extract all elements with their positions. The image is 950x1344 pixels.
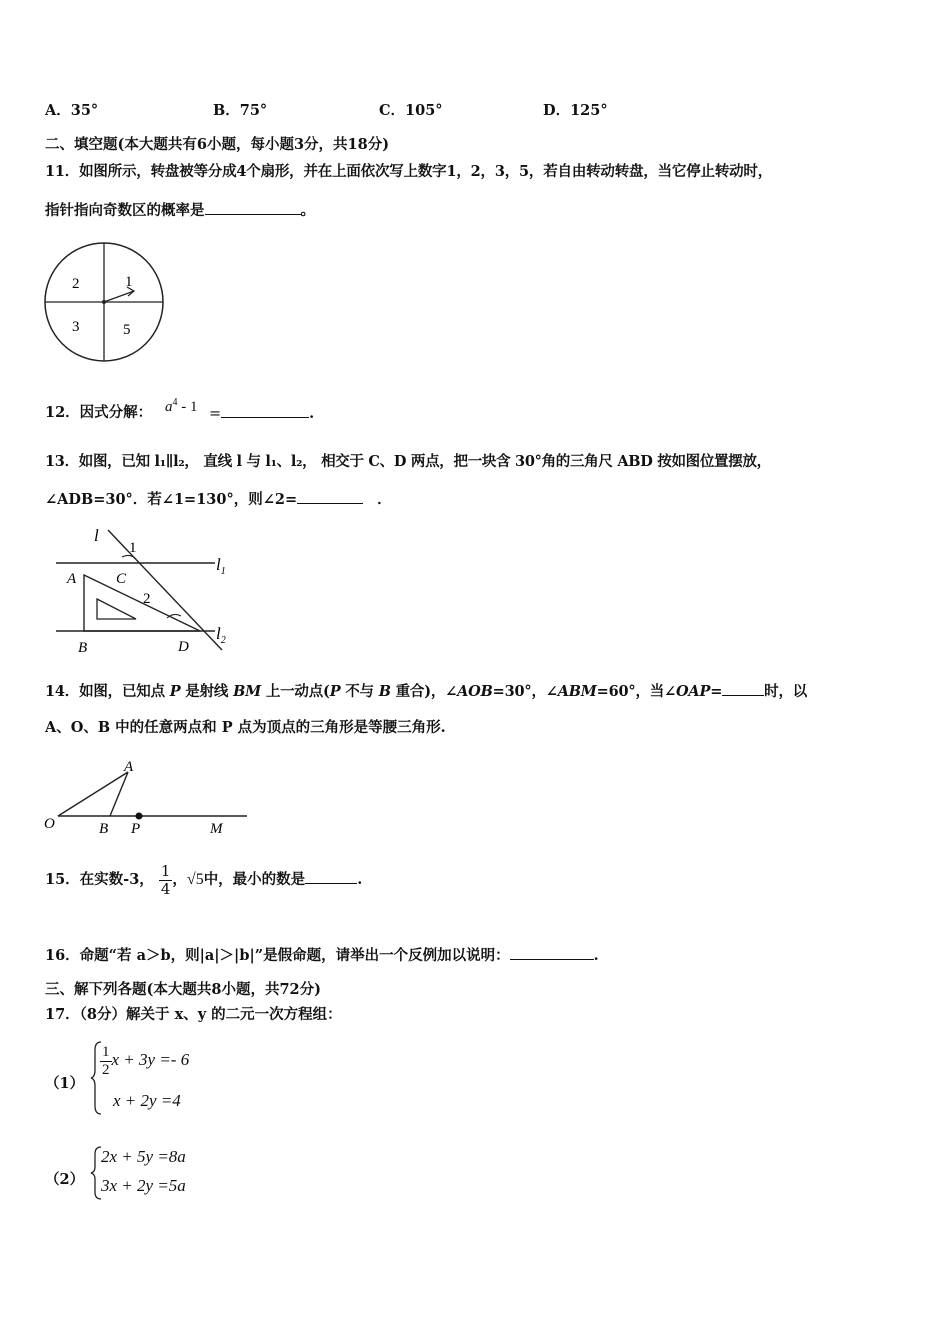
q12-end: .: [309, 405, 315, 422]
system1-equation-1: $\frac{1}{2}$ x + 3y =- 6: [102, 1043, 190, 1078]
system1-equation-2: x + 2y =4: [113, 1091, 181, 1110]
q12-rest: - 1: [177, 399, 198, 415]
q16-text: [45, 945, 599, 966]
q16-end: .: [593, 947, 599, 964]
q17-text: 17．（8分）解关于 x、y 的二元一次方程组：: [45, 1006, 342, 1023]
q12-text: [45, 403, 152, 423]
sector-label-5: 5: [123, 322, 131, 338]
q15-rest: 中，最小的数是: [203, 871, 306, 888]
q13-prompt: ∠ADB=30°．若∠1=130°，则∠2=: [45, 491, 298, 508]
system2-equation-1: 2x + 5y =8a: [101, 1147, 186, 1166]
q14-text-line2: A、O、B 中的任意两点和 P 点为顶点的三角形是等腰三角形.: [45, 719, 446, 736]
triangle-abd: [84, 575, 200, 631]
q10-option-b: B．75°: [213, 102, 268, 119]
system2-equation-2: 3x + 2y =5a: [101, 1176, 186, 1195]
q10-option-a: A．35°: [45, 102, 99, 119]
q12-equals: =: [209, 406, 222, 422]
q12-base: a: [165, 399, 173, 415]
q10-option-d: D．125°: [543, 102, 608, 119]
q12-expression: [165, 393, 198, 417]
sector-label-1: 1: [125, 274, 133, 290]
q12-answer: [209, 403, 314, 424]
sector-label-2: 2: [72, 276, 80, 292]
q14-figure: [42, 758, 252, 838]
q17-sub2-label: （2）: [45, 1171, 85, 1188]
label-d: D: [178, 639, 189, 655]
q14-text-line1: 14．如图，已知点 P 是射线 BM 上一动点(P 不与 B 重合)，∠AOB=30°，∠ABM=60°，当∠OAP= 时，以: [45, 683, 808, 700]
section-3-heading: 三、解下列各题(本大题共8小题，共72分): [45, 981, 321, 998]
point-p: [136, 813, 143, 820]
q11-text-line2: [45, 200, 315, 221]
q15-label: 15．在实数-3，: [45, 871, 154, 888]
label-o: O: [44, 816, 55, 832]
segment-oa: [58, 772, 128, 816]
label-l1: $l_1$: [216, 555, 226, 577]
q14-answer-blank[interactable]: [722, 681, 764, 696]
q16-answer-blank[interactable]: [510, 945, 594, 960]
q11-end: 。: [300, 202, 315, 219]
q12-exponent: 4: [172, 397, 178, 408]
q12-label: 12．因式分解：: [45, 404, 153, 421]
label-l: l: [94, 526, 99, 545]
label-angle-1: 1: [129, 540, 137, 556]
q15-separator: ，: [172, 871, 187, 888]
q13-text-line2: [45, 489, 392, 510]
q13-answer-blank[interactable]: [297, 489, 363, 504]
q11-prompt: 指针指向奇数区的概率是: [45, 202, 205, 219]
q13-figure: [50, 525, 250, 655]
q17-sub1-label: （1）: [45, 1075, 85, 1092]
label-p: P: [131, 821, 141, 837]
line-l: [108, 530, 222, 650]
q16-prompt: 16．命题“若 a＞b，则|a|＞|b|”是假命题，请举出一个反例加以说明：: [45, 947, 510, 964]
fraction-one-half: $\frac{1}{2}$: [102, 1043, 110, 1078]
spinner-pointer: [104, 291, 134, 302]
q15-text: [45, 860, 362, 900]
sqrt-5: √5: [186, 871, 204, 888]
q11-answer-blank[interactable]: [205, 200, 301, 215]
label-l2: $l_2$: [216, 624, 226, 646]
label-b: B: [99, 821, 109, 837]
angle-2-arc: [167, 614, 181, 618]
label-angle-2: 2: [143, 591, 151, 607]
label-c: C: [116, 571, 127, 587]
label-m: M: [210, 821, 223, 837]
spinner-figure: [42, 240, 172, 370]
section-2-heading: 二、填空题(本大题共有6小题，每小题3分，共18分): [45, 136, 390, 153]
q15-answer-blank[interactable]: [305, 869, 357, 884]
triangle-inner: [97, 599, 136, 619]
segment-ab: [110, 772, 128, 816]
q13-end: ．: [377, 491, 392, 508]
q13-text-line1: 13．如图，已知 l₁∥l₂， 直线 l 与 l₁、l₂， 相交于 C、D 两点，把一块含 30°角的三角尺 ABD 按如图位置摆放，: [45, 453, 771, 470]
q11-text-line1: 11．如图所示，转盘被等分成4个扇形，并在上面依次写上数字1，2，3，5，若自由转动转盘，当它停止转动时，: [45, 163, 773, 180]
sector-label-3: 3: [72, 319, 80, 335]
q12-answer-blank[interactable]: [221, 403, 309, 418]
label-b: B: [78, 640, 88, 656]
label-a: A: [67, 571, 77, 587]
q10-option-c: C．105°: [379, 102, 443, 119]
fraction-one-quarter: $\frac{1}{4}$: [160, 861, 171, 898]
q15-end: .: [357, 871, 363, 888]
label-a: A: [124, 759, 134, 775]
